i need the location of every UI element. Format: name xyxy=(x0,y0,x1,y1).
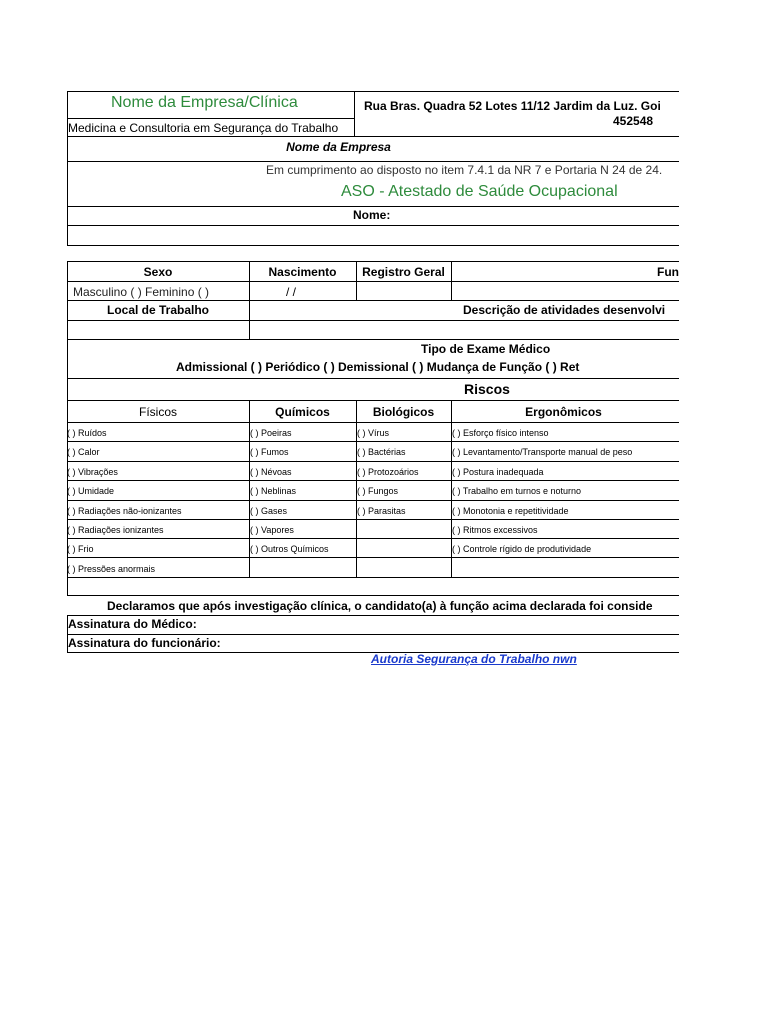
risk-item-ruidos[interactable]: ( ) Ruídos xyxy=(67,428,107,438)
risk-item-frio[interactable]: ( ) Frio xyxy=(67,544,94,554)
registro-label: Registro Geral xyxy=(362,265,445,279)
local-label: Local de Trabalho xyxy=(106,303,210,317)
risk-item-virus[interactable]: ( ) Vírus xyxy=(357,428,390,438)
risk-item-protozoarios[interactable]: ( ) Protozoários xyxy=(357,467,419,477)
nascimento-label: Nascimento xyxy=(268,265,337,279)
risk-item-parasitas[interactable]: ( ) Parasitas xyxy=(357,506,406,516)
riscos-title: Riscos xyxy=(464,381,510,397)
risk-item-nevoas[interactable]: ( ) Névoas xyxy=(250,467,292,477)
declaration-text: Declaramos que após investigação clínica, o candidato(a) à função acima declarada foi conside xyxy=(107,599,653,613)
funcionario-signature-label: Assinatura do funcionário: xyxy=(68,636,221,650)
risk-item-vapores[interactable]: ( ) Vapores xyxy=(250,525,294,535)
sexo-field[interactable]: Masculino ( ) Feminino ( ) xyxy=(73,285,210,299)
risk-item-gases[interactable]: ( ) Gases xyxy=(250,506,288,516)
risk-item-calor[interactable]: ( ) Calor xyxy=(67,447,100,457)
company-address: Rua Bras. Quadra 52 Lotes 11/12 Jardim da Luz. Goi xyxy=(364,99,661,113)
risk-item-pressoes-anormais[interactable]: ( ) Pressões anormais xyxy=(67,564,156,574)
riscos-row xyxy=(67,378,679,401)
name-field[interactable] xyxy=(67,225,679,246)
col-ergonomicos: Ergonômicos xyxy=(525,405,602,419)
risk-item-postura[interactable]: ( ) Postura inadequada xyxy=(452,467,544,477)
risk-item-controle-rigido[interactable]: ( ) Controle rígido de produtividade xyxy=(452,544,592,554)
col-biologicos: Biológicos xyxy=(372,405,435,419)
exam-title: Tipo de Exame Médico xyxy=(421,342,551,356)
sexo-label: Sexo xyxy=(143,265,173,279)
medico-signature-label: Assinatura do Médico: xyxy=(68,617,197,631)
risk-item-fumos[interactable]: ( ) Fumos xyxy=(250,447,289,457)
funcao-label: Fun xyxy=(657,265,679,279)
col-fisicos: Físicos xyxy=(138,405,177,419)
risk-item-fungos[interactable]: ( ) Fungos xyxy=(357,486,399,496)
name-label: Nome: xyxy=(353,208,391,222)
risk-item-levantamento[interactable]: ( ) Levantamento/Transporte manual de peso xyxy=(452,447,633,457)
aso-title: ASO - Atestado de Saúde Ocupacional xyxy=(341,183,618,200)
risk-item-outros-quimicos[interactable]: ( ) Outros Químicos xyxy=(250,544,329,554)
descricao-label: Descrição de atividades desenvolvi xyxy=(463,303,666,317)
company-phone: 452548 xyxy=(613,114,654,128)
risk-item-neblinas[interactable]: ( ) Neblinas xyxy=(250,486,297,496)
aso-form xyxy=(67,91,679,656)
authorship-link[interactable]: Autoria Segurança do Trabalho nwn xyxy=(371,652,577,666)
risk-item-turnos[interactable]: ( ) Trabalho em turnos e noturno xyxy=(452,486,582,496)
risk-item-radiacoes-ionizantes[interactable]: ( ) Radiações ionizantes xyxy=(67,525,164,535)
company-name: Nome da Empresa xyxy=(286,140,391,154)
risk-item-radiacoes-nao-ionizantes[interactable]: ( ) Radiações não-ionizantes xyxy=(67,506,182,516)
risk-item-poeiras[interactable]: ( ) Poeiras xyxy=(250,428,292,438)
risk-item-ritmos[interactable]: ( ) Ritmos excessivos xyxy=(452,525,538,535)
company-clinic-title: Nome da Empresa/Clínica xyxy=(111,94,298,111)
exam-options[interactable]: Admissional ( ) Periódico ( ) Demissional ( ) Mudança de Função ( ) Ret xyxy=(176,360,580,374)
nascimento-field[interactable]: / / xyxy=(286,285,297,299)
compliance-text: Em cumprimento ao disposto no item 7.4.1 da NR 7 e Portaria N 24 de 24. xyxy=(266,163,663,177)
risk-item-umidade[interactable]: ( ) Umidade xyxy=(67,486,115,496)
col-quimicos: Químicos xyxy=(275,405,330,419)
risk-item-vibracoes[interactable]: ( ) Vibrações xyxy=(67,467,118,477)
risk-item-esforco-fisico[interactable]: ( ) Esforço físico intenso xyxy=(452,428,549,438)
risk-item-monotonia[interactable]: ( ) Monotonia e repetitividade xyxy=(452,506,569,516)
company-subtitle: Medicina e Consultoria em Segurança do Trabalho xyxy=(68,121,339,135)
risk-item-bacterias[interactable]: ( ) Bactérias xyxy=(357,447,406,457)
